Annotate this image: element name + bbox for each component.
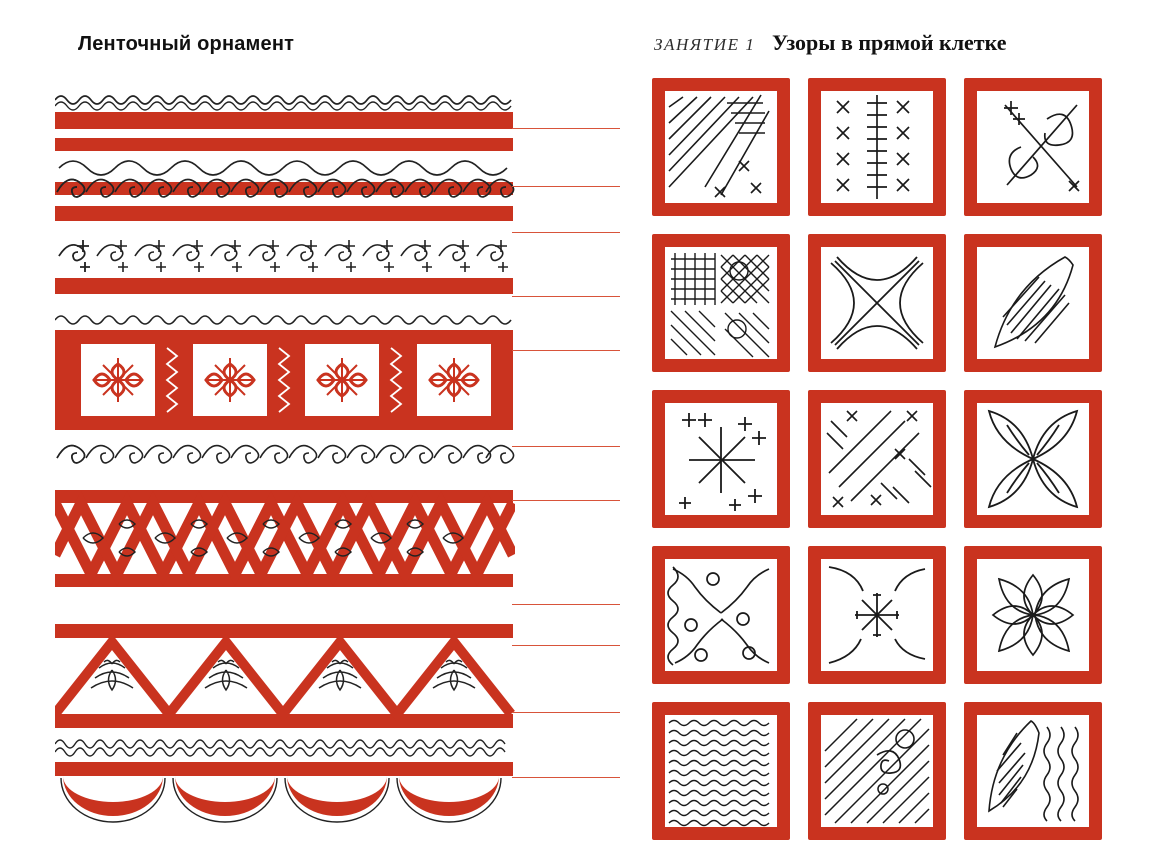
band-8-graphic: [55, 730, 515, 840]
motif-diagonal-lines-with-crosses: [821, 403, 933, 515]
motif-hatched-leaf: [977, 247, 1089, 359]
band-diamond-lattice-band: [55, 490, 515, 600]
leader-line-8: [512, 604, 620, 605]
motif-wavy-line-fill: [665, 715, 777, 827]
band-3-graphic: [55, 170, 515, 230]
band-spiral-scroll-band: [55, 170, 515, 230]
motif-eight-petal-rosette: [977, 559, 1089, 671]
motif-four-petal-leaves: [977, 403, 1089, 515]
motif-asterisk-with-arcs: [821, 559, 933, 671]
pattern-cell-crosses-and-vertical-ticks: [808, 78, 946, 216]
leader-line-9: [512, 645, 620, 646]
pattern-cell-asterisk-with-arcs: [808, 546, 946, 684]
motif-crosses-and-vertical-ticks: [821, 91, 933, 203]
pattern-cell-net-hatch-with-circles: [652, 234, 790, 372]
band-6-graphic: [55, 490, 515, 600]
band-scalloped-arch-band: [55, 730, 515, 840]
leader-line-11: [512, 777, 620, 778]
motif-wavy-cross-with-circles: [665, 559, 777, 671]
motif-diagonal-fill-with-spiral: [821, 715, 933, 827]
band-5-graphic: [55, 312, 515, 477]
band-cross-and-curl-band: [55, 232, 515, 298]
pattern-cell-diagonal-hatch-with-crosses: [652, 78, 790, 216]
band-triangle-band: [55, 624, 515, 734]
band-7-graphic: [55, 624, 515, 734]
leader-line-7: [512, 500, 620, 501]
leader-line-1: [512, 128, 620, 129]
pattern-cell-spiral-with-diagonal-crosses: [964, 78, 1102, 216]
pattern-cell-wavy-line-fill: [652, 702, 790, 840]
pattern-cell-curved-star-cross: [808, 234, 946, 372]
leader-line-5: [512, 350, 620, 351]
pattern-grid: [652, 78, 1102, 840]
leader-line-4: [512, 296, 620, 297]
band-floral-square-band: [55, 312, 515, 477]
right-panel-lesson: [622, 0, 1150, 864]
motif-diagonal-hatch-with-crosses: [665, 91, 777, 203]
band-4-graphic: [55, 232, 515, 298]
page-title: Ленточный орнамент: [78, 33, 295, 55]
lesson-header: [654, 30, 1007, 56]
leader-line-10: [512, 712, 620, 713]
pattern-cell-eight-point-star-with-ticks: [652, 390, 790, 528]
pattern-cell-leaf-with-waves: [964, 702, 1102, 840]
pattern-cell-diagonal-fill-with-spiral: [808, 702, 946, 840]
motif-spiral-with-diagonal-crosses: [977, 91, 1089, 203]
leader-line-2: [512, 186, 620, 187]
lesson-number-label: ЗАНЯТИЕ 1: [654, 35, 756, 54]
band-wavy-line-over-stripe: [55, 88, 515, 132]
pattern-cell-hatched-leaf: [964, 234, 1102, 372]
motif-leaf-with-waves: [977, 715, 1089, 827]
motif-curved-star-cross: [821, 247, 933, 359]
motif-eight-point-star-with-ticks: [665, 403, 777, 515]
lesson-title: Узоры в прямой клетке: [771, 30, 1007, 55]
motif-net-hatch-with-circles: [665, 247, 777, 359]
pattern-cell-four-petal-leaves: [964, 390, 1102, 528]
pattern-cell-eight-petal-rosette: [964, 546, 1102, 684]
band-1-graphic: [55, 88, 515, 132]
leader-line-6: [512, 446, 620, 447]
pattern-cell-wavy-cross-with-circles: [652, 546, 790, 684]
pattern-cell-diagonal-lines-with-crosses: [808, 390, 946, 528]
leader-line-3: [512, 232, 620, 233]
